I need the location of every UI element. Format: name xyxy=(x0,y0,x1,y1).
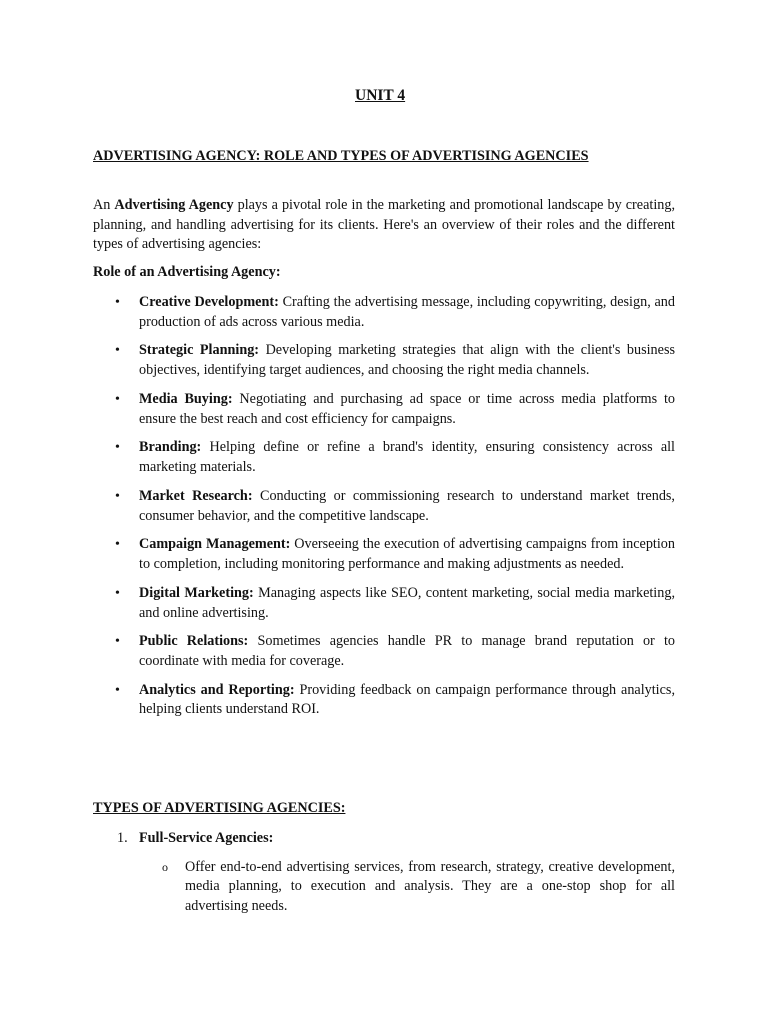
role-text: Negotiating and purchasing ad space or time across media platforms to ensure the best reach and cost efficiency for campaigns. xyxy=(139,390,675,427)
role-text: Overseeing the execution of advertising campaigns from inception to completion, including monitoring performance and making adjustments as needed. xyxy=(139,536,675,573)
bullet-icon: • xyxy=(115,634,120,650)
role-item xyxy=(93,535,675,574)
type-item xyxy=(93,829,675,916)
type-detail-item xyxy=(162,858,675,917)
bullet-icon: • xyxy=(115,537,120,553)
role-item xyxy=(93,438,675,477)
role-title: Creative Development: xyxy=(139,294,279,310)
bullet-icon: • xyxy=(115,682,120,698)
roles-list xyxy=(93,293,675,729)
role-item xyxy=(93,293,675,332)
role-text: Providing feedback on campaign performance through analytics, helping clients understand ROI. xyxy=(139,681,675,718)
role-item xyxy=(93,390,675,429)
bullet-icon: • xyxy=(115,585,120,601)
role-text: Sometimes agencies handle PR to manage brand reputation or to coordinate with media for coverage. xyxy=(139,633,676,669)
role-title: Branding: xyxy=(139,439,202,456)
type-detail-text: Offer end-to-end advertising services, from research, strategy, creative development, media planning, to execution and analysis. They are a one-stop shop for all advertising needs. xyxy=(185,858,675,914)
role-text: Developing marketing strategies that align with the client's business objectives, identifying target audiences, and choosing the right media channels. xyxy=(139,342,675,379)
types-heading: TYPES OF ADVERTISING AGENCIES: xyxy=(93,800,346,816)
intro-rest: plays a pivotal role in the marketing and promotional landscape by creating, planning, and handling advertising for its clients. Here's an overview of their roles and the different types of advertising agencies: xyxy=(93,197,675,253)
bullet-icon: • xyxy=(115,295,120,310)
bullet-icon: • xyxy=(115,488,120,504)
unit-title: UNIT 4 xyxy=(355,87,406,104)
role-text: Crafting the advertising message, including copywriting, design, and production of ads across various media. xyxy=(139,294,675,330)
role-title: Digital Marketing: xyxy=(139,584,254,601)
role-title: Analytics and Reporting: xyxy=(139,681,295,698)
bullet-icon: • xyxy=(115,343,120,359)
role-item xyxy=(93,487,675,526)
role-text: Conducting or commissioning research to understand market trends, consumer behavior, and the competitive landscape. xyxy=(139,487,675,524)
role-title: Public Relations: xyxy=(139,633,249,650)
bullet-icon: • xyxy=(115,391,120,407)
role-heading: Role of an Advertising Agency: xyxy=(93,264,281,280)
intro-paragraph xyxy=(93,196,675,255)
type-details xyxy=(93,858,675,917)
role-item xyxy=(93,632,675,671)
intro-bold-term: Advertising Agency xyxy=(114,197,234,213)
role-item xyxy=(93,341,675,380)
role-item xyxy=(93,584,675,623)
main-heading: ADVERTISING AGENCY: ROLE AND TYPES OF ADVERTISING AGENCIES xyxy=(93,148,589,164)
type-title: Full-Service Agencies: xyxy=(139,830,274,846)
role-text: Managing aspects like SEO, content marketing, social media marketing, and online advertising. xyxy=(139,584,675,621)
bullet-icon: • xyxy=(115,440,120,456)
role-title: Strategic Planning: xyxy=(139,342,260,359)
role-title: Market Research: xyxy=(139,487,253,504)
role-item xyxy=(93,681,675,720)
role-title: Media Buying: xyxy=(139,390,233,407)
role-title: Campaign Management: xyxy=(139,536,291,553)
types-list xyxy=(93,829,675,916)
type-number: 1. xyxy=(117,830,128,846)
role-text: Helping define or refine a brand's identity, ensuring consistency across all marketing materials. xyxy=(139,439,675,476)
intro-prefix: An xyxy=(93,197,115,213)
circle-bullet-icon: o xyxy=(162,859,168,874)
